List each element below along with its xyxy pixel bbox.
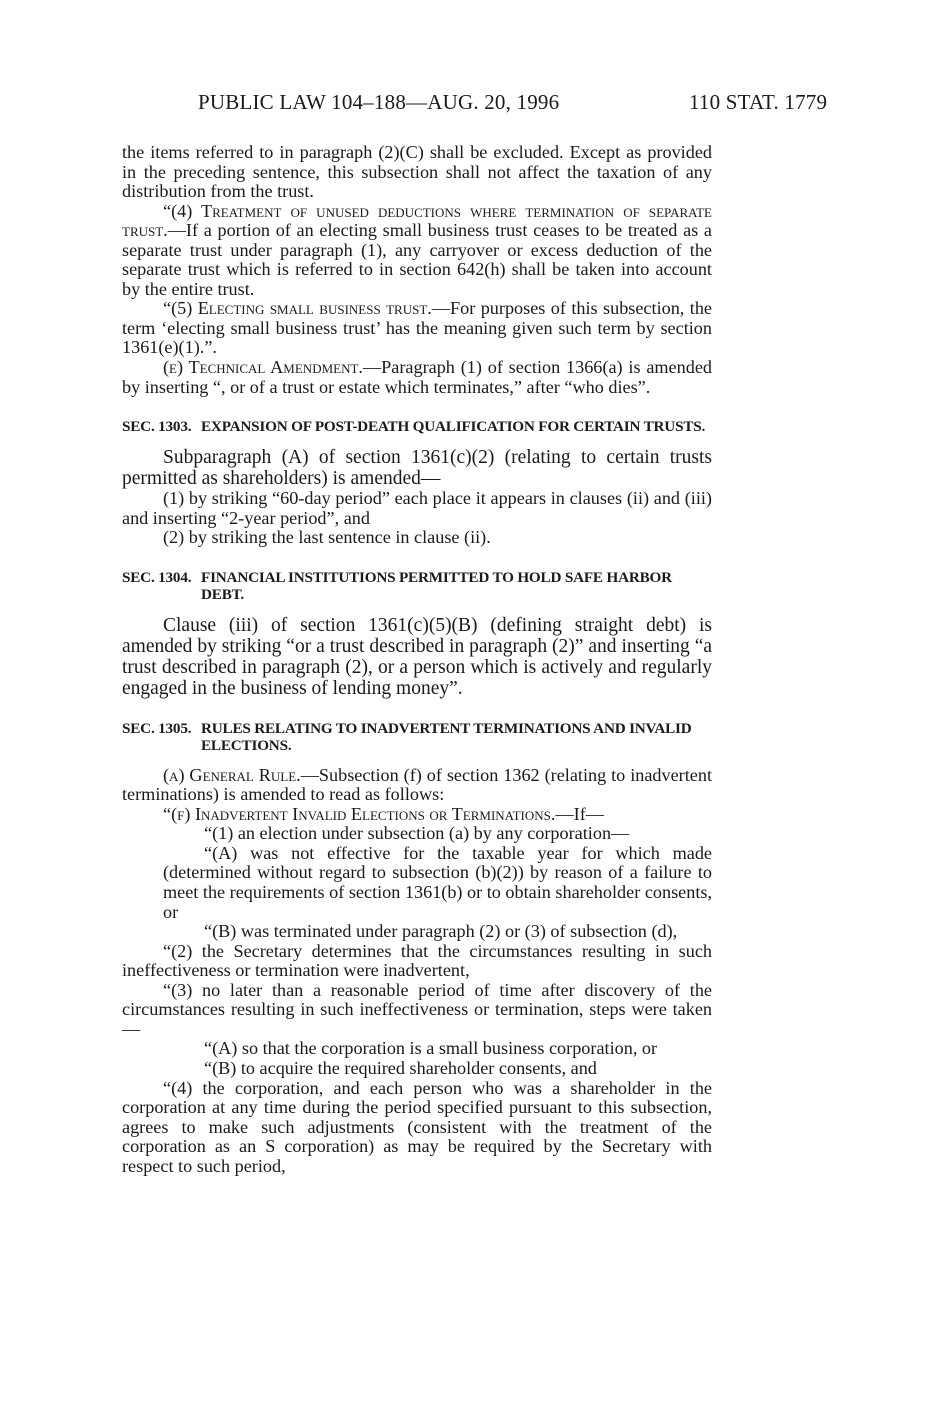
paragraph	[122, 202, 712, 300]
paragraph	[122, 766, 712, 805]
section-title: RULES RELATING TO INADVERTENT TERMINATIONS AND INVALID ELECTIONS.	[201, 719, 692, 754]
section-title: EXPANSION OF POST-DEATH QUALIFICATION FOR CERTAIN TRUSTS.	[201, 418, 706, 436]
paragraph: “(3) no later than a reasonable period of time after discovery of the circumstances resulting in such ineffectiveness or termination, steps were taken—	[122, 979, 712, 1039]
paragraph: “(B) was terminated under paragraph (2) or (3) of subsection (d),	[204, 921, 678, 942]
paragraph	[122, 805, 712, 825]
paragraph	[122, 299, 712, 358]
paragraph: (2) by striking the last sentence in clause (ii).	[163, 527, 491, 548]
paragraph-heading: “(5) Electing small business trust.	[163, 298, 432, 319]
section-title: FINANCIAL INSTITUTIONS PERMITTED TO HOLD SAFE HARBOR DEBT.	[201, 568, 672, 603]
paragraph: “(2) the Secretary determines that the circumstances resulting in such ineffectiveness or termination were inadvertent,	[122, 940, 712, 981]
paragraph-text: —Subsection (f) of section 1362 (relating to inadvertent terminations) is amended to read as follows:	[122, 764, 712, 805]
paragraph: (1) by striking “60-day period” each place it appears in clauses (ii) and (iii) and inserting “2-year period”, and	[122, 488, 712, 528]
paragraph: “(1) an election under subsection (a) by any corporation—	[204, 823, 630, 844]
paragraph-text: —If—	[555, 803, 604, 824]
paragraph: “(B) to acquire the required shareholder consents, and	[204, 1057, 597, 1078]
paragraph-heading: “(f) Inadvertent Invalid Elections or Terminations.	[163, 803, 556, 824]
paragraph-text: —For purposes of this subsection, the term ‘electing small business trust’ has the meaning given such term by section 1361(e)(1).”.	[122, 298, 712, 358]
running-header	[0, 90, 949, 120]
section-number: SEC. 1304.	[122, 568, 192, 586]
paragraph-heading: (e) Technical Amendment.	[163, 357, 363, 378]
page-number: 110 STAT. 1779	[689, 90, 828, 114]
paragraph: the items referred to in paragraph (2)(C) shall be excluded. Except as provided in the preceding sentence, this subsection shall not affect the taxation of any distribution from the trust.	[122, 142, 712, 202]
section-heading-1304	[122, 569, 712, 603]
paragraph-text: —If a portion of an electing small business trust ceases to be treated as a separate trust under paragraph (1), any carryover or excess deduction of the separate trust which is referred to in section 642(h) shall be taken into account by the entire trust.	[122, 220, 712, 299]
page-body	[122, 143, 712, 1176]
paragraph	[122, 358, 712, 397]
paragraph: “(A) was not effective for the taxable year for which made (determined without regard to subsection (b)(2)) by reason of a failure to meet the requirements of section 1361(b) or to obtain shareholder consents, or	[163, 842, 712, 922]
paragraph: Subparagraph (A) of section 1361(c)(2) (relating to certain trusts permitted as shareholders) is amended—	[122, 447, 712, 490]
section-heading-1303	[122, 418, 712, 435]
paragraph-heading: “(4) Treatment of unused deductions where termination of separate trust.	[122, 200, 712, 241]
paragraph-heading: (a) General Rule.	[163, 764, 301, 785]
header-title: PUBLIC LAW 104–188—AUG. 20, 1996	[198, 90, 560, 114]
section-heading-1305	[122, 720, 712, 754]
paragraph-text: —Paragraph (1) of section 1366(a) is amended by inserting “, or of a trust or estate which terminates,” after “who dies”.	[122, 357, 712, 397]
paragraph: “(4) the corporation, and each person who was a shareholder in the corporation at any time during the period specified pursuant to this subsection, agrees to make such adjustments (consistent with the treatment of the corporation as an S corporation) as may be required by the Secretary with respect to such period,	[122, 1077, 712, 1176]
paragraph: “(A) so that the corporation is a small business corporation, or	[204, 1038, 658, 1059]
paragraph: Clause (iii) of section 1361(c)(5)(B) (defining straight debt) is amended by striking “or a trust described in paragraph (2)” and inserting “a trust described in paragraph (2), or a person which is actively and regularly engaged in the business of lending money”.	[122, 614, 712, 699]
section-number: SEC. 1303.	[122, 418, 192, 436]
section-number: SEC. 1305.	[122, 719, 192, 737]
